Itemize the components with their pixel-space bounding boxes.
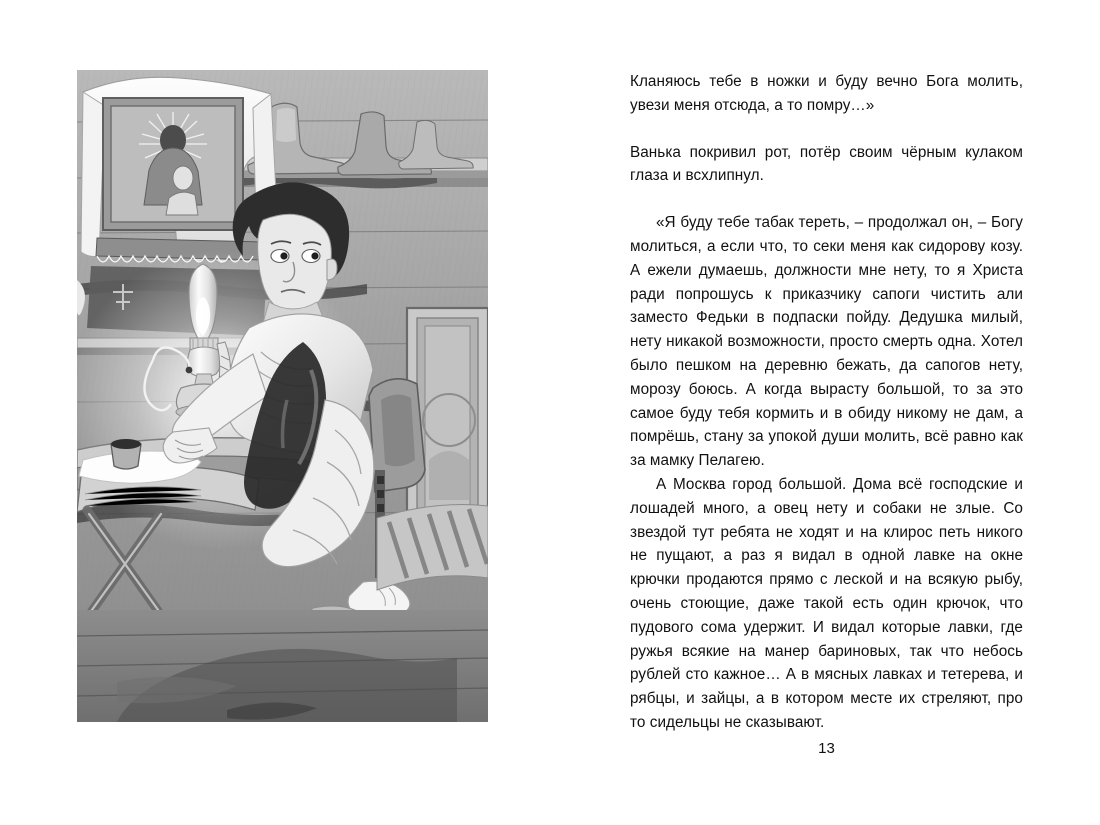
body-text-column <box>630 70 1023 730</box>
paragraph-4: А Москва город большой. Дома всё господские и лошадей много, а овец нету и собаки не злые. Со звездой тут ребята не ходят и на клирос петь никого не пущают, а раз я видал в одной лавке на окне крючки продаются прямо с леской и на всякую рыбу, очень стоющие, даже такой есть один крючок, что пудового сома удержит. И видал которые лавки, где ружья всякие на манер бариновых, так что небось рублей сто кажное… А в мясных лавках и тетерева, и рябцы, и зайцы, а в котором месте их стреляют, про то сидельцы не сказывают. <box>630 475 1023 731</box>
paragraph-1: Кланяюсь тебе в ножки и буду вечно Бога молить, увези меня отсюда, а то помру…» <box>630 73 1023 114</box>
paragraph-3: «Я буду тебе табак тереть, – продолжал он, – Богу молиться, а если что, то секи меня как сидорову козу. А ежели думаешь, должности мне нету, то я Христа ради попрошусь к приказчику сапоги чистить али заместо Федьки в подпаски пойду. Дедушка милый, нету никакой возможности, просто смерть одна. Хотел было пешком на деревню бежать, да сапогов нету, морозу боюсь. А когда вырасту большой, то за это самое буду тебя кормить и в обиду никому не дам, а помрёшь, стану за упокой души молить, всё равно как за мамку Пелагею. <box>630 214 1023 470</box>
page-number: 13 <box>818 740 835 757</box>
chapter-illustration <box>77 70 488 722</box>
paragraph-2: Ванька покривил рот, потёр своим чёрным кулаком глаза и всхлипнул. <box>630 143 1023 185</box>
